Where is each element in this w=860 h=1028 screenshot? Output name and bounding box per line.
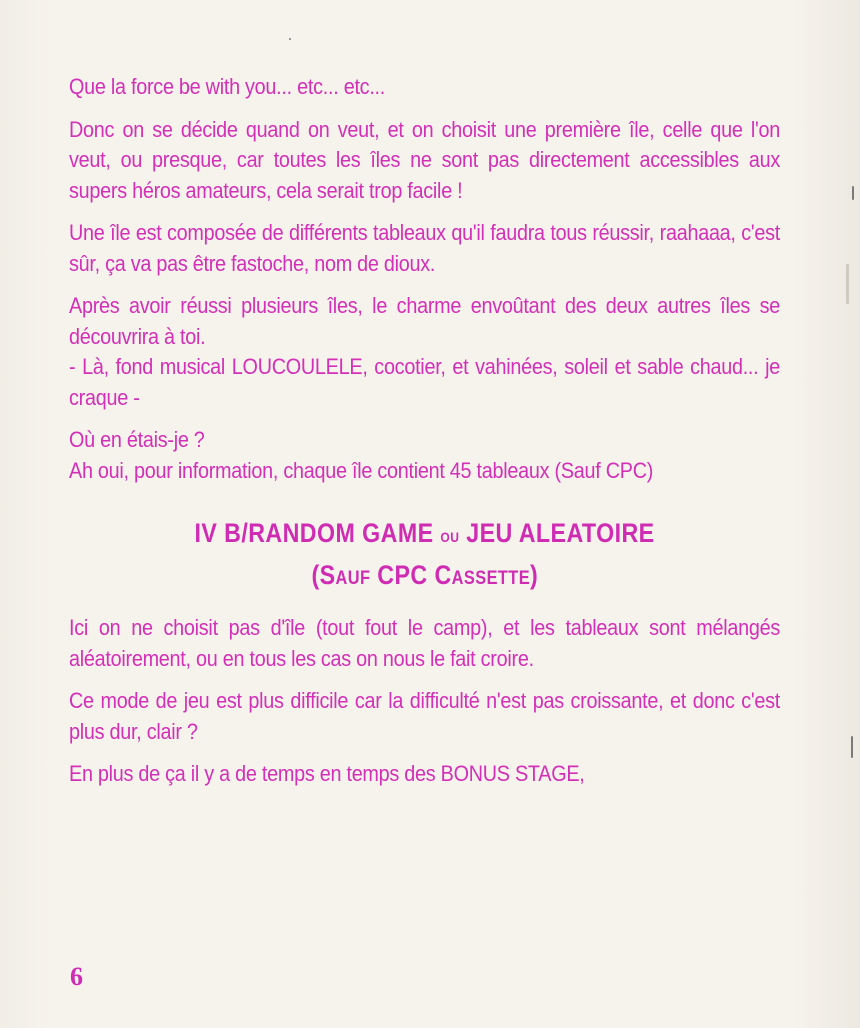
paragraph-intro: Que la force be with you... etc... etc... — [69, 74, 386, 99]
page-number: 6 — [70, 962, 83, 991]
paragraph-choose-island: Donc on se décide quand on veut, et on choisit une première île, celle que l'on veut, ou presque, car toutes les îles ne sont pas directement accessibles aux supers héros amateurs, cela serait trop facile ! — [69, 116, 781, 203]
paper-edge-mark — [852, 186, 854, 200]
section-subtitle: (Sauf CPC Cassette) — [311, 560, 538, 590]
section-title-suffix: JEU ALEATOIRE — [459, 518, 655, 548]
paragraph-bonus-stage: En plus de ça il y a de temps en temps des BONUS STAGE, — [69, 761, 585, 786]
paragraph-where-was-i: Où en étais-je ? — [69, 427, 205, 452]
paragraph-musical-aside: - Là, fond musical LOUCOULELE, cocotier, et vahinées, soleil et sable chaud... je craque - — [69, 354, 781, 410]
paragraph-random-islands: Ici on ne choisit pas d'île (tout fout le camp), et les tableaux sont mélangés aléatoirement, ou en tous les cas on nous le fait croire. — [69, 615, 781, 671]
page-body — [69, 72, 780, 802]
paragraph-island-tables: Une île est composée de différents tableaux qu'il faudra tous réussir, raahaaa, c'est sûr, ça va pas être fastoche, nom de dioux. — [69, 220, 781, 276]
paper-speck — [289, 38, 291, 40]
section-title-prefix: IV B/RANDOM GAME — [194, 518, 441, 548]
paper-edge-mark — [851, 736, 853, 758]
paragraph-tables-count: Ah oui, pour information, chaque île contient 45 tableaux (Sauf CPC) — [69, 457, 654, 483]
paragraph-difficulty: Ce mode de jeu est plus difficile car la difficulté n'est pas croissante, et donc c'est plus dur, clair ? — [69, 688, 781, 744]
section-title — [194, 514, 654, 555]
section-title-ou: ou — [440, 525, 460, 547]
paper-edge-mark — [846, 264, 849, 304]
paragraph-other-islands: Après avoir réussi plusieurs îles, le charme envoûtant des deux autres îles se découvrira à toi. — [69, 293, 781, 349]
section-heading — [69, 514, 780, 595]
